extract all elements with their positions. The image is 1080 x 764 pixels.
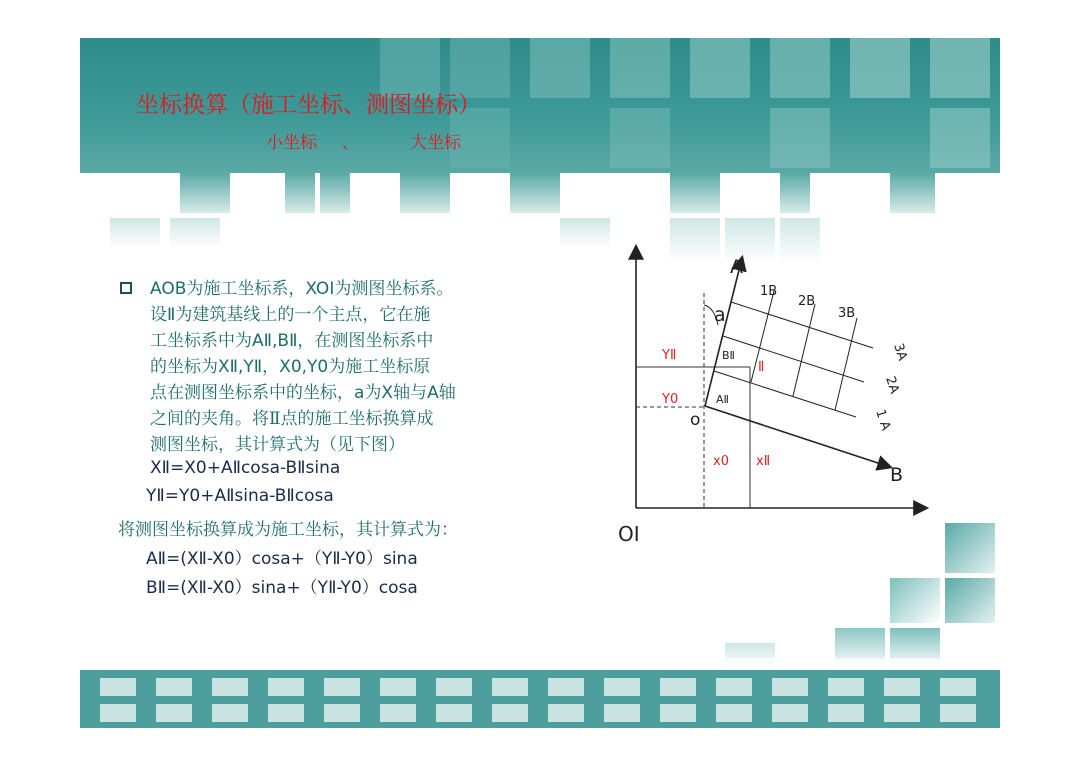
body-line: AOB为施工坐标系，XOI为测图坐标系。 — [150, 279, 454, 299]
yii-label: YⅡ — [662, 348, 677, 363]
body-line: 之间的夹角。将Ⅱ点的施工坐标换算成 — [150, 409, 434, 429]
x0-label: x0 — [713, 454, 729, 469]
col-label-2b: 2B — [798, 294, 816, 309]
subtitle-separator: 、 — [342, 133, 359, 153]
bullet-icon — [120, 282, 132, 294]
formula-b: BⅡ=(XⅡ-X0）sina+（YⅡ-Y0）cosa — [146, 578, 418, 598]
header-tile — [610, 38, 670, 98]
subtitle-large-coordinate: 大坐标 — [410, 133, 461, 153]
fade-tile — [510, 173, 560, 213]
fade-tile — [320, 173, 350, 213]
y0-label: Y0 — [662, 392, 679, 407]
xii-label: xⅡ — [756, 454, 771, 469]
axis-b-label: B — [890, 464, 904, 486]
header-tile — [930, 108, 990, 168]
origin-oi-label: OⅠ — [618, 522, 640, 546]
col-label-1b: 1B — [760, 284, 778, 299]
fade-tile — [400, 173, 450, 213]
reverse-intro: 将测图坐标换算成为施工坐标，其计算式为： — [118, 520, 458, 540]
subtitle-small-coordinate: 小坐标 — [266, 133, 317, 153]
point-ii-label: Ⅱ — [758, 360, 765, 375]
header-tile — [530, 38, 590, 98]
body-line: 的坐标为XⅡ,YⅡ，X0,Y0为施工坐标原 — [150, 357, 431, 377]
origin-o-label: o — [690, 410, 701, 430]
body-line: 测图坐标，其计算式为（见下图） — [150, 435, 405, 455]
formula-a: AⅡ=(XⅡ-X0）cosa+（YⅡ-Y0）sina — [146, 549, 418, 569]
side-tile — [890, 578, 940, 623]
formula-x: XⅡ=X0+AⅡcosa-BⅡsina — [150, 458, 341, 478]
header-tile — [930, 38, 990, 98]
fade-tile — [110, 218, 160, 248]
body-line: 点在测图坐标系中的坐标，a为X轴与A轴 — [150, 383, 456, 403]
body-paragraph — [150, 276, 600, 458]
row-label-3a: 3A — [890, 341, 910, 363]
fade-tile — [670, 173, 720, 213]
cell-aii-label: AⅡ — [716, 393, 729, 406]
row-label-1a: 1 A — [872, 407, 894, 433]
header-tile — [610, 108, 670, 168]
row-label-2a: 2A — [882, 374, 902, 396]
header-tile — [690, 38, 750, 98]
side-tile — [945, 578, 995, 623]
body-line: 设Ⅱ为建筑基线上的一个主点，它在施 — [150, 305, 431, 325]
col-label-3b: 3B — [838, 306, 856, 321]
side-tile — [945, 523, 995, 573]
a-axis — [705, 258, 742, 406]
formula-y: YⅡ=Y0+AⅡsina-BⅡcosa — [146, 486, 334, 506]
footer-grid — [80, 658, 1000, 728]
cell-bii-label: BⅡ — [722, 349, 735, 362]
fade-tile — [170, 218, 220, 248]
header-tile — [850, 38, 910, 98]
header-tile — [770, 108, 830, 168]
fade-tile — [890, 173, 935, 213]
fade-tile — [285, 173, 315, 213]
body-line: 工坐标系中为AⅡ,BⅡ，在测图坐标系中 — [150, 331, 434, 351]
b-axis — [705, 406, 890, 467]
fade-tile — [180, 173, 230, 213]
slide — [80, 38, 1000, 728]
angle-label: a — [714, 304, 726, 326]
axis-a-label: A — [730, 256, 743, 278]
coordinate-diagram — [610, 233, 940, 553]
header-tile — [770, 38, 830, 98]
fade-tile — [780, 173, 810, 213]
slide-title: 坐标换算（施工坐标、测图坐标） — [136, 92, 481, 118]
fade-tile — [560, 218, 610, 248]
